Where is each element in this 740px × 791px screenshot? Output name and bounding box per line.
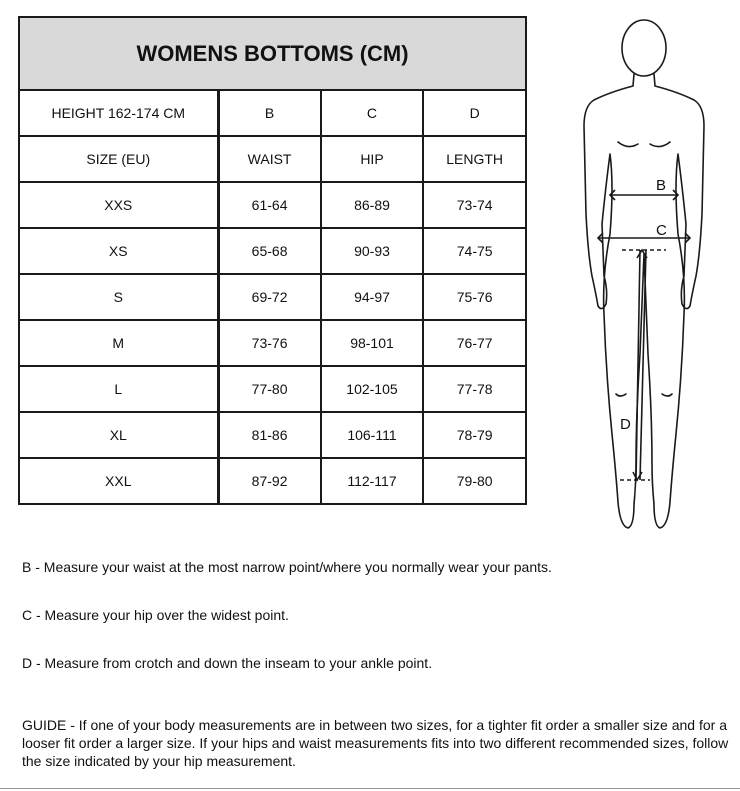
waist-cell: 81-86 <box>218 412 321 458</box>
waist-cell: 87-92 <box>218 458 321 504</box>
size-cell: XL <box>19 412 218 458</box>
waist-cell: 73-76 <box>218 320 321 366</box>
body-measurement-figure <box>580 14 712 534</box>
size-chart-table <box>18 16 527 505</box>
hip-cell: 98-101 <box>321 320 424 366</box>
note-hip: C - Measure your hip over the widest point. <box>22 607 289 623</box>
size-cell: M <box>19 320 218 366</box>
table-row <box>19 228 526 274</box>
table-row <box>19 412 526 458</box>
d-header: D <box>423 90 526 136</box>
height-header: HEIGHT 162-174 CM <box>19 90 218 136</box>
length-cell: 79-80 <box>423 458 526 504</box>
bottom-divider <box>0 788 740 789</box>
guide-text: GUIDE - If one of your body measurements are in between two sizes, for a tighter fit order a smaller size and for a looser fit order a larger size. If your hips and waist measurements fits into two different recommended sizes, follow the size indicated by your hip measurement. <box>22 717 729 769</box>
hip-cell: 112-117 <box>321 458 424 504</box>
table-title: WOMENS BOTTOMS (CM) <box>19 17 526 90</box>
table-row <box>19 274 526 320</box>
size-header: SIZE (EU) <box>19 136 218 182</box>
head-outline <box>622 20 666 76</box>
length-header: LENGTH <box>423 136 526 182</box>
waist-cell: 69-72 <box>218 274 321 320</box>
table-header-row <box>19 90 526 136</box>
size-cell: XXL <box>19 458 218 504</box>
size-cell: XXS <box>19 182 218 228</box>
note-waist: B - Measure your waist at the most narrow point/where you normally wear your pants. <box>22 559 552 575</box>
table-row <box>19 320 526 366</box>
hip-label: C <box>656 222 667 239</box>
size-cell: L <box>19 366 218 412</box>
length-cell: 74-75 <box>423 228 526 274</box>
length-cell: 73-74 <box>423 182 526 228</box>
length-label: D <box>620 416 631 433</box>
length-cell: 76-77 <box>423 320 526 366</box>
waist-cell: 65-68 <box>218 228 321 274</box>
hip-header: HIP <box>321 136 424 182</box>
length-cell: 78-79 <box>423 412 526 458</box>
note-length: D - Measure from crotch and down the inseam to your ankle point. <box>22 655 433 671</box>
length-cell: 77-78 <box>423 366 526 412</box>
waist-header: WAIST <box>218 136 321 182</box>
size-cell: XS <box>19 228 218 274</box>
size-cell: S <box>19 274 218 320</box>
table-subheader-row <box>19 136 526 182</box>
hip-cell: 86-89 <box>321 182 424 228</box>
length-cell: 75-76 <box>423 274 526 320</box>
waist-label: B <box>656 177 667 194</box>
c-header: C <box>321 90 424 136</box>
waist-cell: 77-80 <box>218 366 321 412</box>
table-row <box>19 366 526 412</box>
hip-cell: 94-97 <box>321 274 424 320</box>
waist-cell: 61-64 <box>218 182 321 228</box>
table-row <box>19 182 526 228</box>
table-title-row <box>19 17 526 90</box>
table-row <box>19 458 526 504</box>
hip-cell: 106-111 <box>321 412 424 458</box>
hip-cell: 102-105 <box>321 366 424 412</box>
hip-cell: 90-93 <box>321 228 424 274</box>
b-header: B <box>218 90 321 136</box>
